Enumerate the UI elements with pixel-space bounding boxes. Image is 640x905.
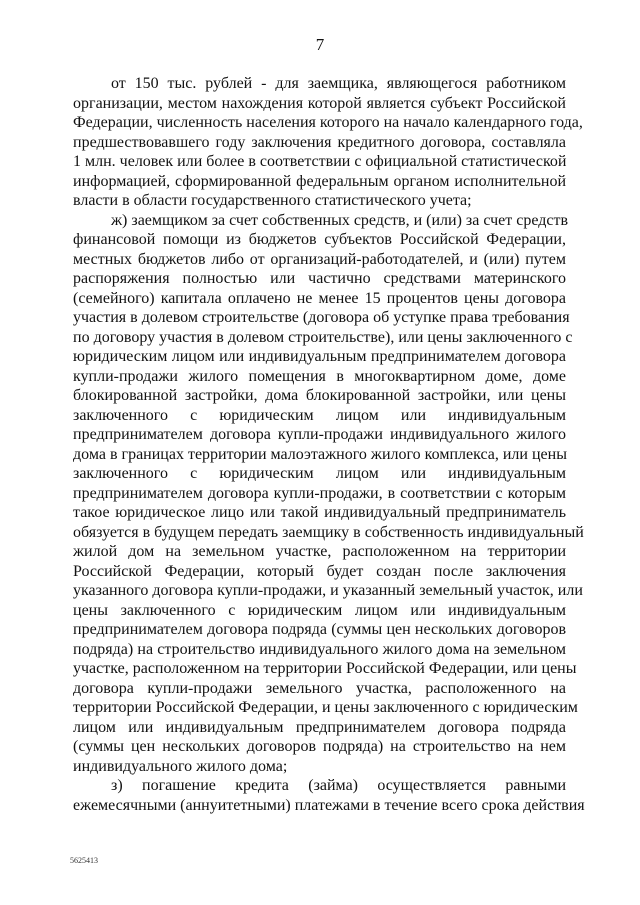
text-line: предпринимателем договора купли-продажи индивидуального жилого [73,426,566,443]
text-line: Федерации, численность населения которого на начало календарного года, [73,114,583,131]
text-line: участия в долевом строительстве (договора об уступке права требования [73,309,570,326]
text-line: ежемесячными (аннуитетными) платежами в течение всего срока действия [73,796,585,814]
text-line: юридическим лицом или индивидуальным предпринимателем договора [73,348,566,365]
text-line: информацией, сформированной федеральным органом исполнительной [73,172,566,190]
text-line: дома в границах территории малоэтажного жилого комплекса, или цены [73,445,567,463]
text-line: заключенного с юридическим лицом или индивидуальным [73,465,566,482]
text-line: территории Российской Федерации, и цены заключенного с юридическим [73,699,578,716]
text-line: подряда) на строительство индивидуального жилого дома на земельном [73,640,566,658]
text-line: местных бюджетов либо от организаций-работодателей, и (или) путем [73,250,566,268]
text-line: финансовой помощи из бюджетов субъектов Российской Федерации, [73,231,566,248]
text-line: предшествовавшего году заключения кредитного договора, составляла [73,133,566,151]
text-line: указанного договора купли-продажи, и указанный земельный участок, или [73,582,583,599]
text-line: участке, расположенном на территории Российской Федерации, или цены [73,660,577,677]
text-line: 1 млн. человек или более в соответствии с официальной статистической [73,153,567,170]
page-number: 7 [315,35,325,54]
text-line: заключенного с юридическим лицом или индивидуальным [73,406,566,424]
text-line: договора купли-продажи земельного участка, расположенного на [73,679,566,697]
document-body [73,74,585,815]
text-line: купли-продажи жилого помещения в многоквартирном доме, доме [73,367,566,385]
text-line: жилой дом на земельном участке, расположенном на территории [73,543,566,560]
document-code: 5625413 [70,856,98,865]
text-line: ж) заемщиком за счет собственных средств, и (или) за счет средств [111,211,569,229]
text-line: блокированной застройки, дома блокированной застройки, или цены [73,387,566,404]
text-line: распоряжения полностью или частично средствами материнского [73,270,566,287]
text-line: (суммы цен нескольких договоров подряда) на строительство на нем [73,738,566,755]
text-line: такое юридическое лицо или такой индивидуальный предприниматель [73,504,566,521]
text-line: по договору участия в долевом строительстве), или цены заключенного с [73,328,573,346]
text-line: индивидуального жилого дома; [73,757,288,775]
text-line: от 150 тыс. рублей - для заемщика, являющегося работником [111,75,566,92]
text-line: предпринимателем договора подряда (суммы цен нескольких договоров [73,621,566,638]
text-line: лицом или индивидуальным предпринимателем договора подряда [73,718,566,736]
text-line: цены заключенного с юридическим лицом или индивидуальным [73,601,566,619]
text-line: организации, местом нахождения которой является субъект Российской [73,94,566,112]
text-line: предпринимателем договора купли-продажи, в соответствии с которым [73,484,566,502]
text-line: Российской Федерации, который будет создан после заключения [73,562,566,580]
text-line: власти в области государственного статистического учета; [73,192,472,209]
text-line: з) погашение кредита (займа) осуществляется равными [111,777,566,794]
text-line: обязуется в будущем передать заемщику в собственность индивидуальный [73,523,584,541]
text-line: (семейного) капитала оплачено не менее 15 процентов цены договора [73,289,566,307]
